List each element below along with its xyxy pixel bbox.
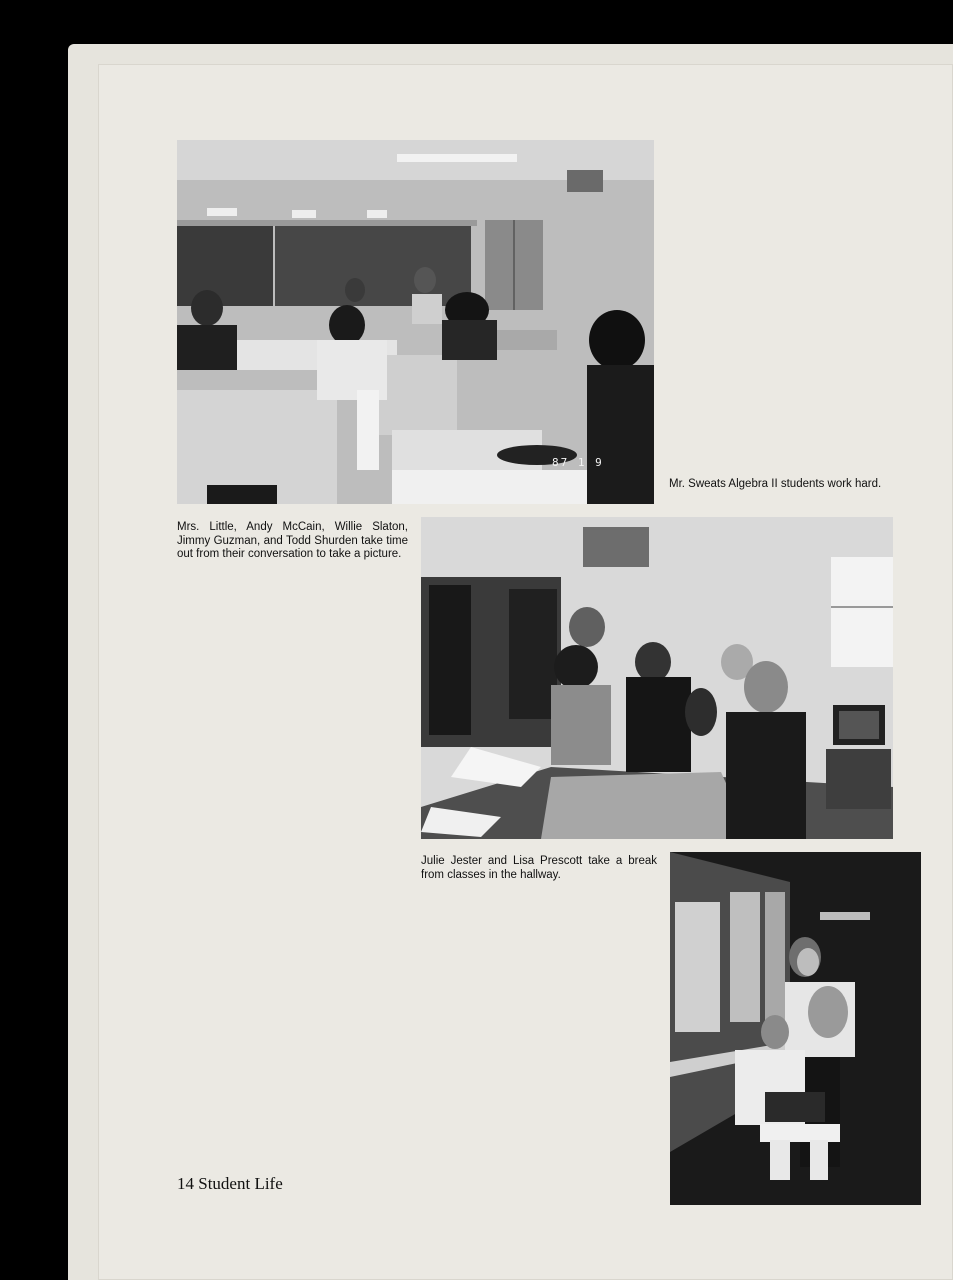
group-conversation-photo <box>421 517 893 839</box>
caption-hallway: Julie Jester and Lisa Prescott take a break from classes in the hallway. <box>421 855 657 881</box>
algebra-classroom-photo <box>177 140 654 504</box>
photo-date-stamp: 87 1 9 <box>552 456 604 469</box>
caption-algebra: Mr. Sweats Algebra II students work hard. <box>669 478 882 490</box>
caption-group: Mrs. Little, Andy McCain, Willie Slaton, Jimmy Guzman, and Todd Shurden take time out from their conversation to take a picture. <box>177 521 408 560</box>
page-folio: 14 Student Life <box>177 1174 283 1193</box>
hallway-photo <box>670 852 921 1205</box>
